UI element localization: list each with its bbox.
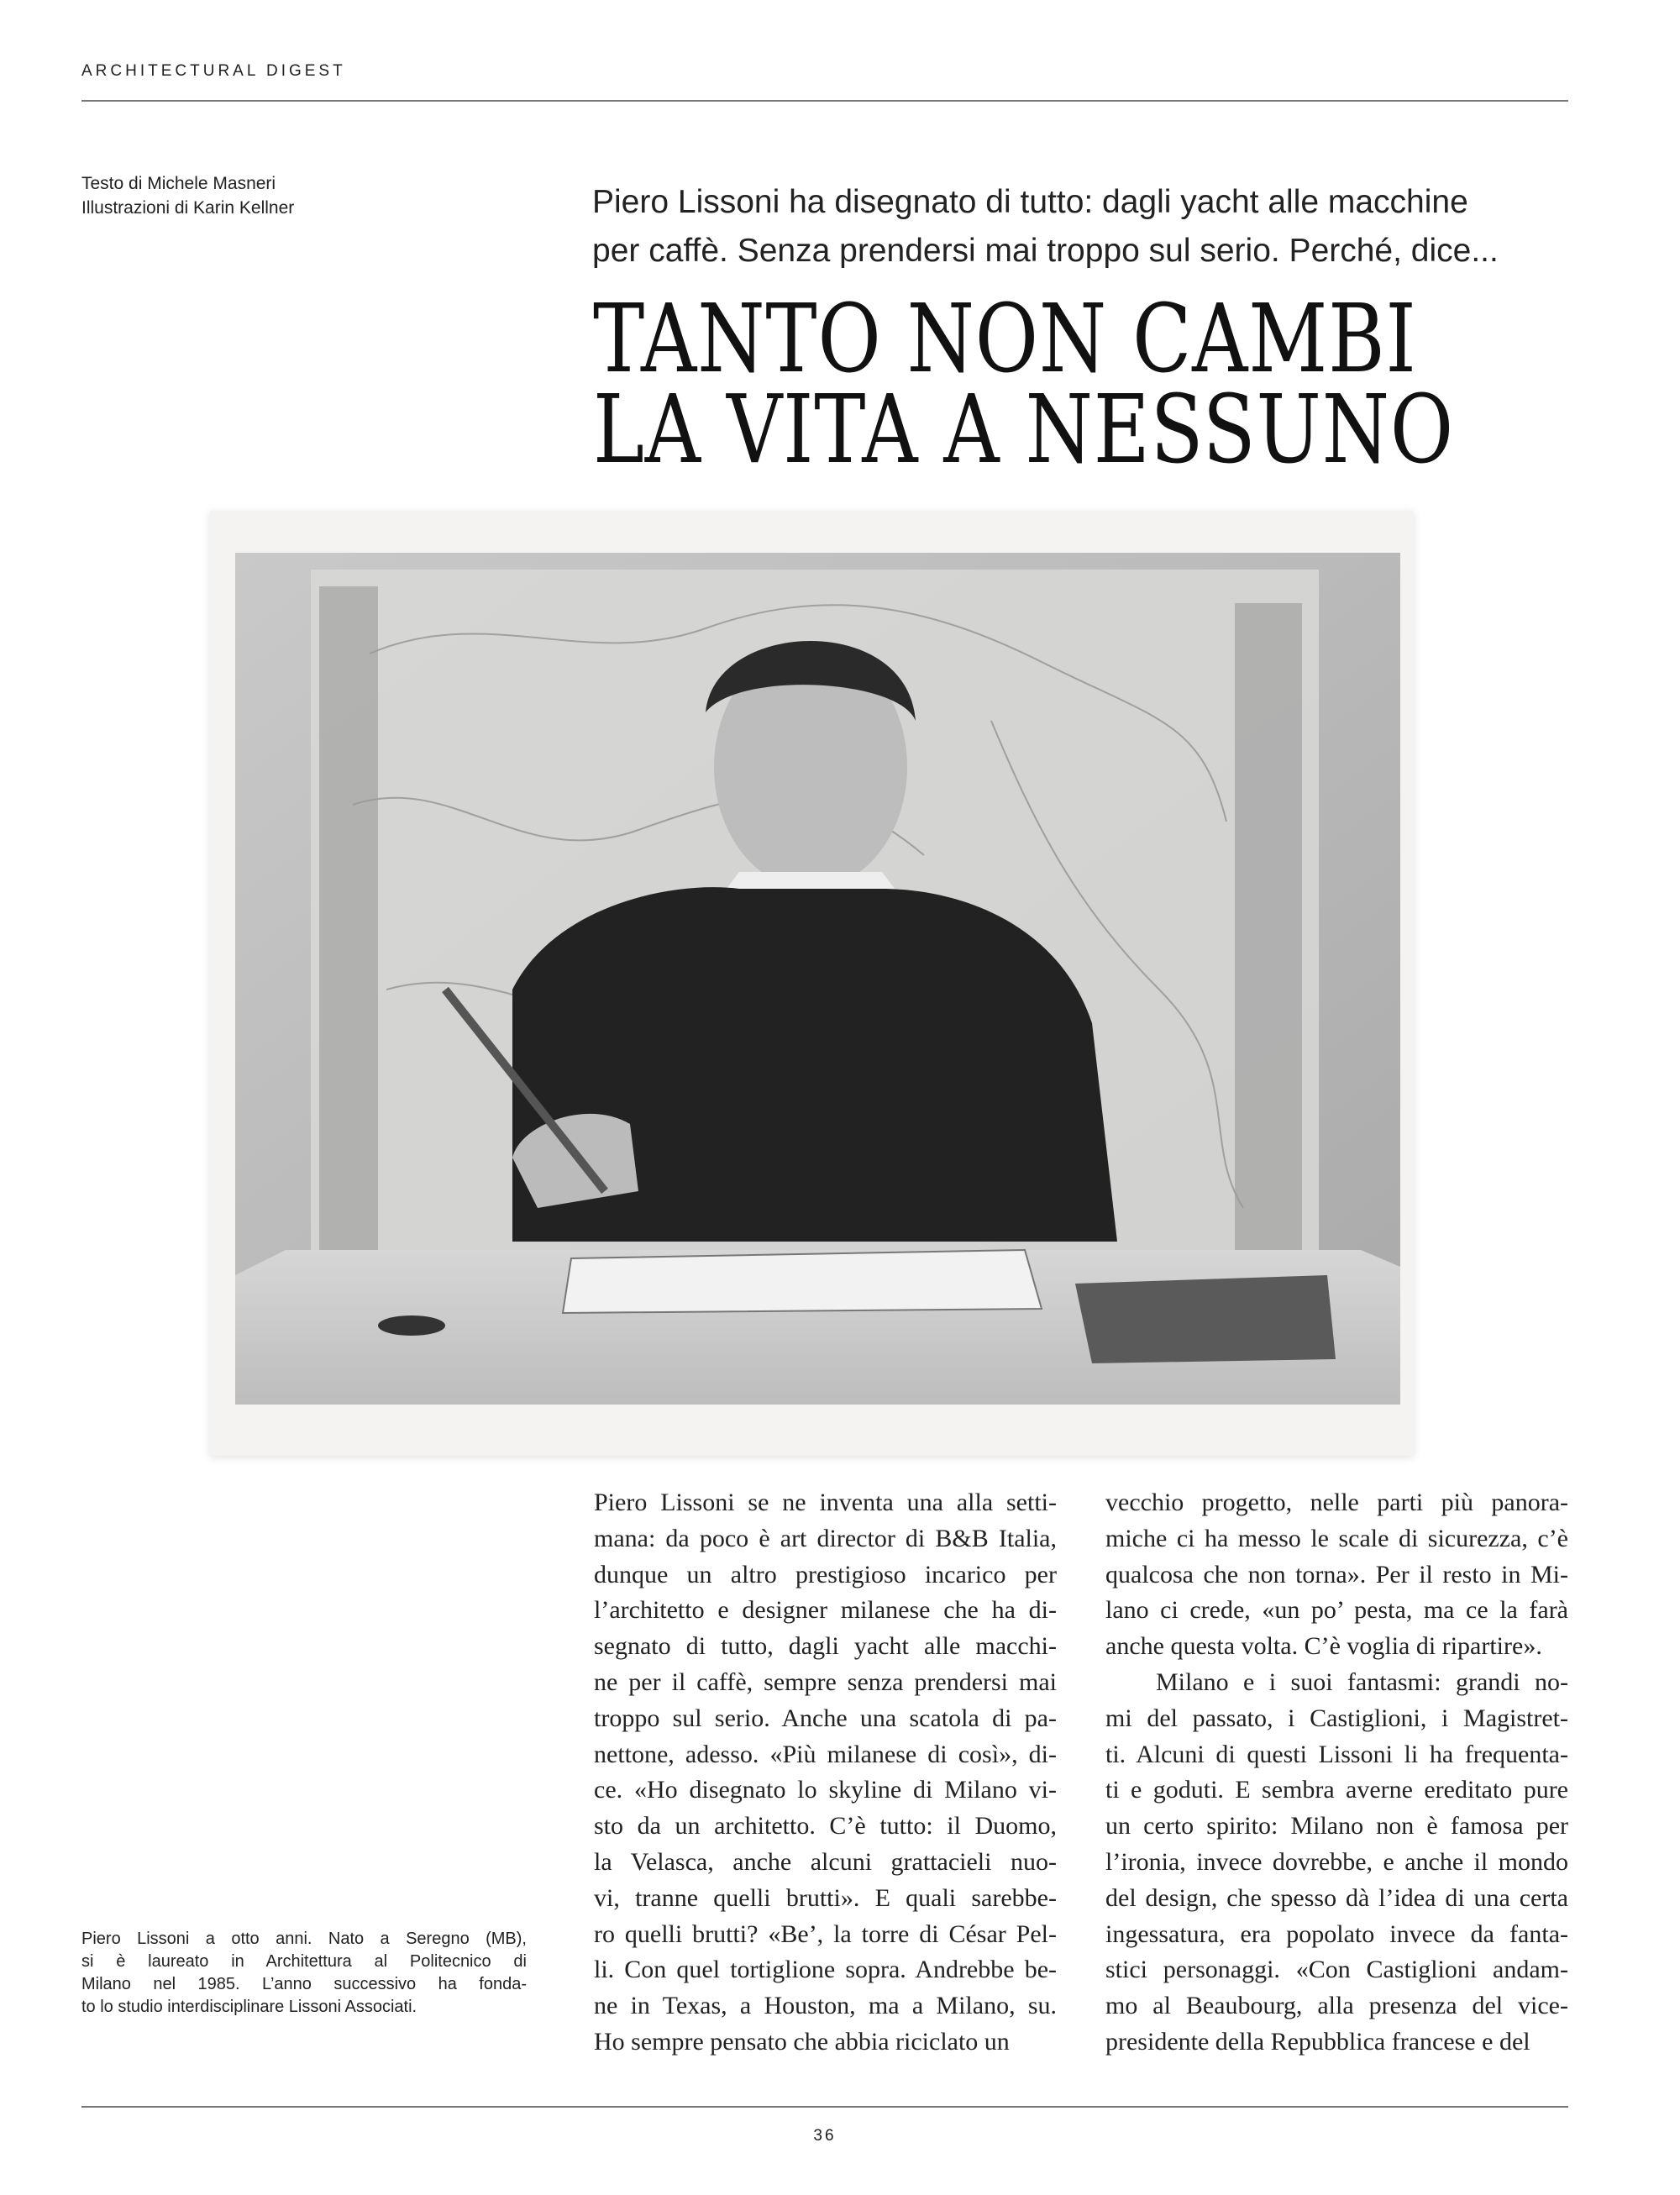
deck <box>592 178 1575 276</box>
body-line: ne per il caffè, sempre senza prendersi mai <box>594 1667 1057 1696</box>
body-line: nettone, adesso. «Più milanese di così», di- <box>594 1740 1057 1768</box>
body-line: ti. Alcuni di questi Lissoni li ha frequenta- <box>1105 1740 1568 1768</box>
body-line: li. Con quel tortiglione sopra. Andrebbe be- <box>594 1956 1057 1984</box>
body-column-1 <box>594 1485 1057 2061</box>
publication-name: ARCHITECTURAL DIGEST <box>81 62 346 80</box>
body-line: vecchio progetto, nelle parti più panora- <box>1105 1489 1568 1516</box>
caption-line: si è laureato in Architettura al Politecnico di <box>81 1952 527 1971</box>
photo-caption <box>81 1928 527 2019</box>
body-line: Milano e i suoi fantasmi: grandi no- <box>1156 1667 1568 1696</box>
body-line: anche questa volta. C’è voglia di ripartire». <box>1105 1632 1542 1661</box>
body-line: mo al Beaubourg, alla presenza del vice- <box>1105 1992 1568 2020</box>
body-line: l’architetto e designer milanese che ha di- <box>594 1596 1057 1625</box>
body-line: mi del passato, i Castiglioni, i Magistret- <box>1105 1704 1568 1732</box>
body-line: Ho sempre pensato che abbia riciclato un <box>594 2027 1010 2056</box>
byline <box>81 171 294 220</box>
footer-rule <box>81 2106 1568 2108</box>
body-column-2 <box>1105 1485 1568 2061</box>
body-line: qualcosa che non torna». Per il resto in Mi- <box>1105 1560 1568 1588</box>
body-line: vi, tranne quelli brutti». E quali sarebbe- <box>594 1883 1057 1912</box>
body-line: stici personaggi. «Con Castiglioni andam- <box>1105 1956 1568 1984</box>
body-line: lano ci crede, «un po’ pesta, ma ce la farà <box>1105 1596 1568 1625</box>
body-line: la Velasca, anche alcuni grattacieli nuo- <box>594 1847 1057 1876</box>
deck-line: Piero Lissoni ha disegnato di tutto: dagli yacht alle macchine <box>592 184 1468 220</box>
body-line: presidente della Repubblica francese e del <box>1105 2027 1530 2056</box>
body-line: sto da un architetto. C’è tutto: il Duomo, <box>594 1812 1057 1841</box>
illustrator-credit: Illustrazioni di Karin Kellner <box>81 198 295 218</box>
caption-line: Piero Lissoni a otto anni. Nato a Seregno (MB), <box>81 1930 527 1948</box>
body-line: ti e goduti. E sembra averne ereditato pure <box>1105 1776 1568 1804</box>
body-line: miche ci ha messo le scale di sicurezza, c’è <box>1105 1524 1568 1552</box>
body-line: troppo sul serio. Anche una scatola di pa- <box>594 1704 1057 1732</box>
body-line: mana: da poco è art director di B&B Italia, <box>594 1524 1057 1552</box>
deck-line: per caffè. Senza prendersi mai troppo sul serio. Perché, dice... <box>592 233 1499 269</box>
caption-line: Milano nel 1985. L’anno successivo ha fonda- <box>81 1975 527 1993</box>
title-line: TANTO NON CAMBI <box>593 285 1417 394</box>
vintage-photo-image <box>235 553 1400 1405</box>
author-credit: Testo di Michele Masneri <box>81 174 276 193</box>
body-line: del design, che spesso dà l’idea di una certa <box>1105 1883 1568 1912</box>
photo-print <box>210 511 1414 1456</box>
title-line: LA VITA A NESSUNO <box>593 375 1454 485</box>
page-number: 36 <box>813 2127 837 2145</box>
body-line: ne in Texas, a Houston, ma a Milano, su. <box>594 1992 1057 2020</box>
body-line: Piero Lissoni se ne inventa una alla setti- <box>594 1489 1057 1516</box>
body-line: ingessatura, era popolato invece da fanta- <box>1105 1919 1568 1948</box>
body-line: un certo spirito: Milano non è famosa per <box>1105 1812 1568 1841</box>
body-line: ro quelli brutti? «Be’, la torre di César Pel- <box>594 1919 1057 1948</box>
body-line: segnato di tutto, dagli yacht alle macchi- <box>594 1632 1057 1661</box>
body-line: l’ironia, invece dovrebbe, e anche il mondo <box>1105 1847 1568 1876</box>
header-rule <box>81 100 1568 102</box>
body-line: ce. «Ho disegnato lo skyline di Milano vi- <box>594 1776 1057 1804</box>
body-line: dunque un altro prestigioso incarico per <box>594 1560 1057 1588</box>
caption-line: to lo studio interdisciplinare Lissoni Associati. <box>81 1998 417 2016</box>
